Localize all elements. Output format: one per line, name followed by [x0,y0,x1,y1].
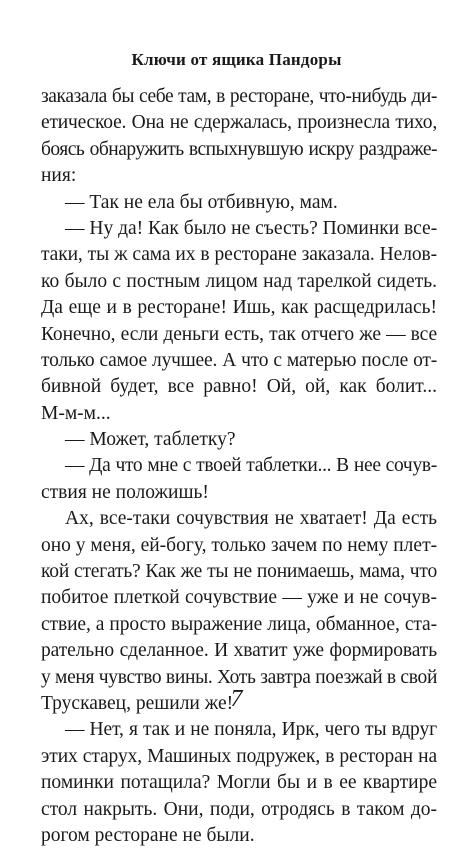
text-line: заказала бы себе там, в ресторане, что-нибудь ди- [41,86,437,107]
text-line: боясь обнаружить вспыхнувшую искру раздраже- [41,138,437,160]
text-line: таки, ты ж сама их в ресторане заказала. Нелов- [41,244,437,266]
text-line: Конечно, если деньги есть, так отчего же — все [41,323,437,345]
text-line: ния: [41,165,77,187]
text-line: ко было с постным лицом над тарелкой сидеть. [41,270,437,292]
text-line: только самое лучшее. А что с матерью после от- [41,349,437,371]
text-line: кой стегать? Как же ты не понимаешь, мама, что [41,561,437,583]
text-line: — Нет, я так и не поняла, Ирк, чего ты вдруг [65,719,437,741]
text-line: этих старух, Машиных подружек, в ресторан на [41,745,437,767]
text-line: побитое плеткой сочувствие — уже и не сочув- [41,587,437,609]
text-line: поминки потащила? Могли бы и в ее квартире [41,772,437,794]
text-line: — Может, таблетку? [65,429,236,451]
text-line: М-м-м... [41,402,111,424]
text-line: етическое. Она не сдержалась, произнесла тихо, [41,112,437,134]
text-line: стол накрыть. Они, поди, отродясь в таком до- [41,798,437,820]
text-line: — Ну да! Как было не съесть? Поминки все- [65,217,438,239]
text-line: Трускавец, решили же! [41,692,234,714]
running-head: Ключи от ящика Пандоры [131,50,342,69]
text-line: рогом ресторане не были. [41,824,255,846]
text-line: ствие, а просто выражение лица, обманное, ста- [41,613,437,635]
text-line: — Так не ела бы отбивную, мам. [65,191,338,213]
text-line: Да еще и в ресторане! Ишь, как расщедрилась! [41,297,437,319]
text-line: Ах, все-таки сочувствия не хватает! Да есть [65,508,437,530]
text-line: у меня чувство вины. Хоть завтра поезжай в свой [41,666,438,688]
text-line: ствия не положишь! [41,481,209,503]
body-text [41,84,437,849]
text-line: — Да что мне с твоей таблетки... В нее сочув- [65,455,437,477]
page-number: 7 [230,686,243,712]
text-line: оно у меня, ей-богу, только зачем по нему плет- [41,534,438,556]
text-line: рательно сделанное. И хватит уже формировать [41,640,437,662]
text-line: бивной будет, все равно! Ой, ой, как болит... [41,376,437,398]
